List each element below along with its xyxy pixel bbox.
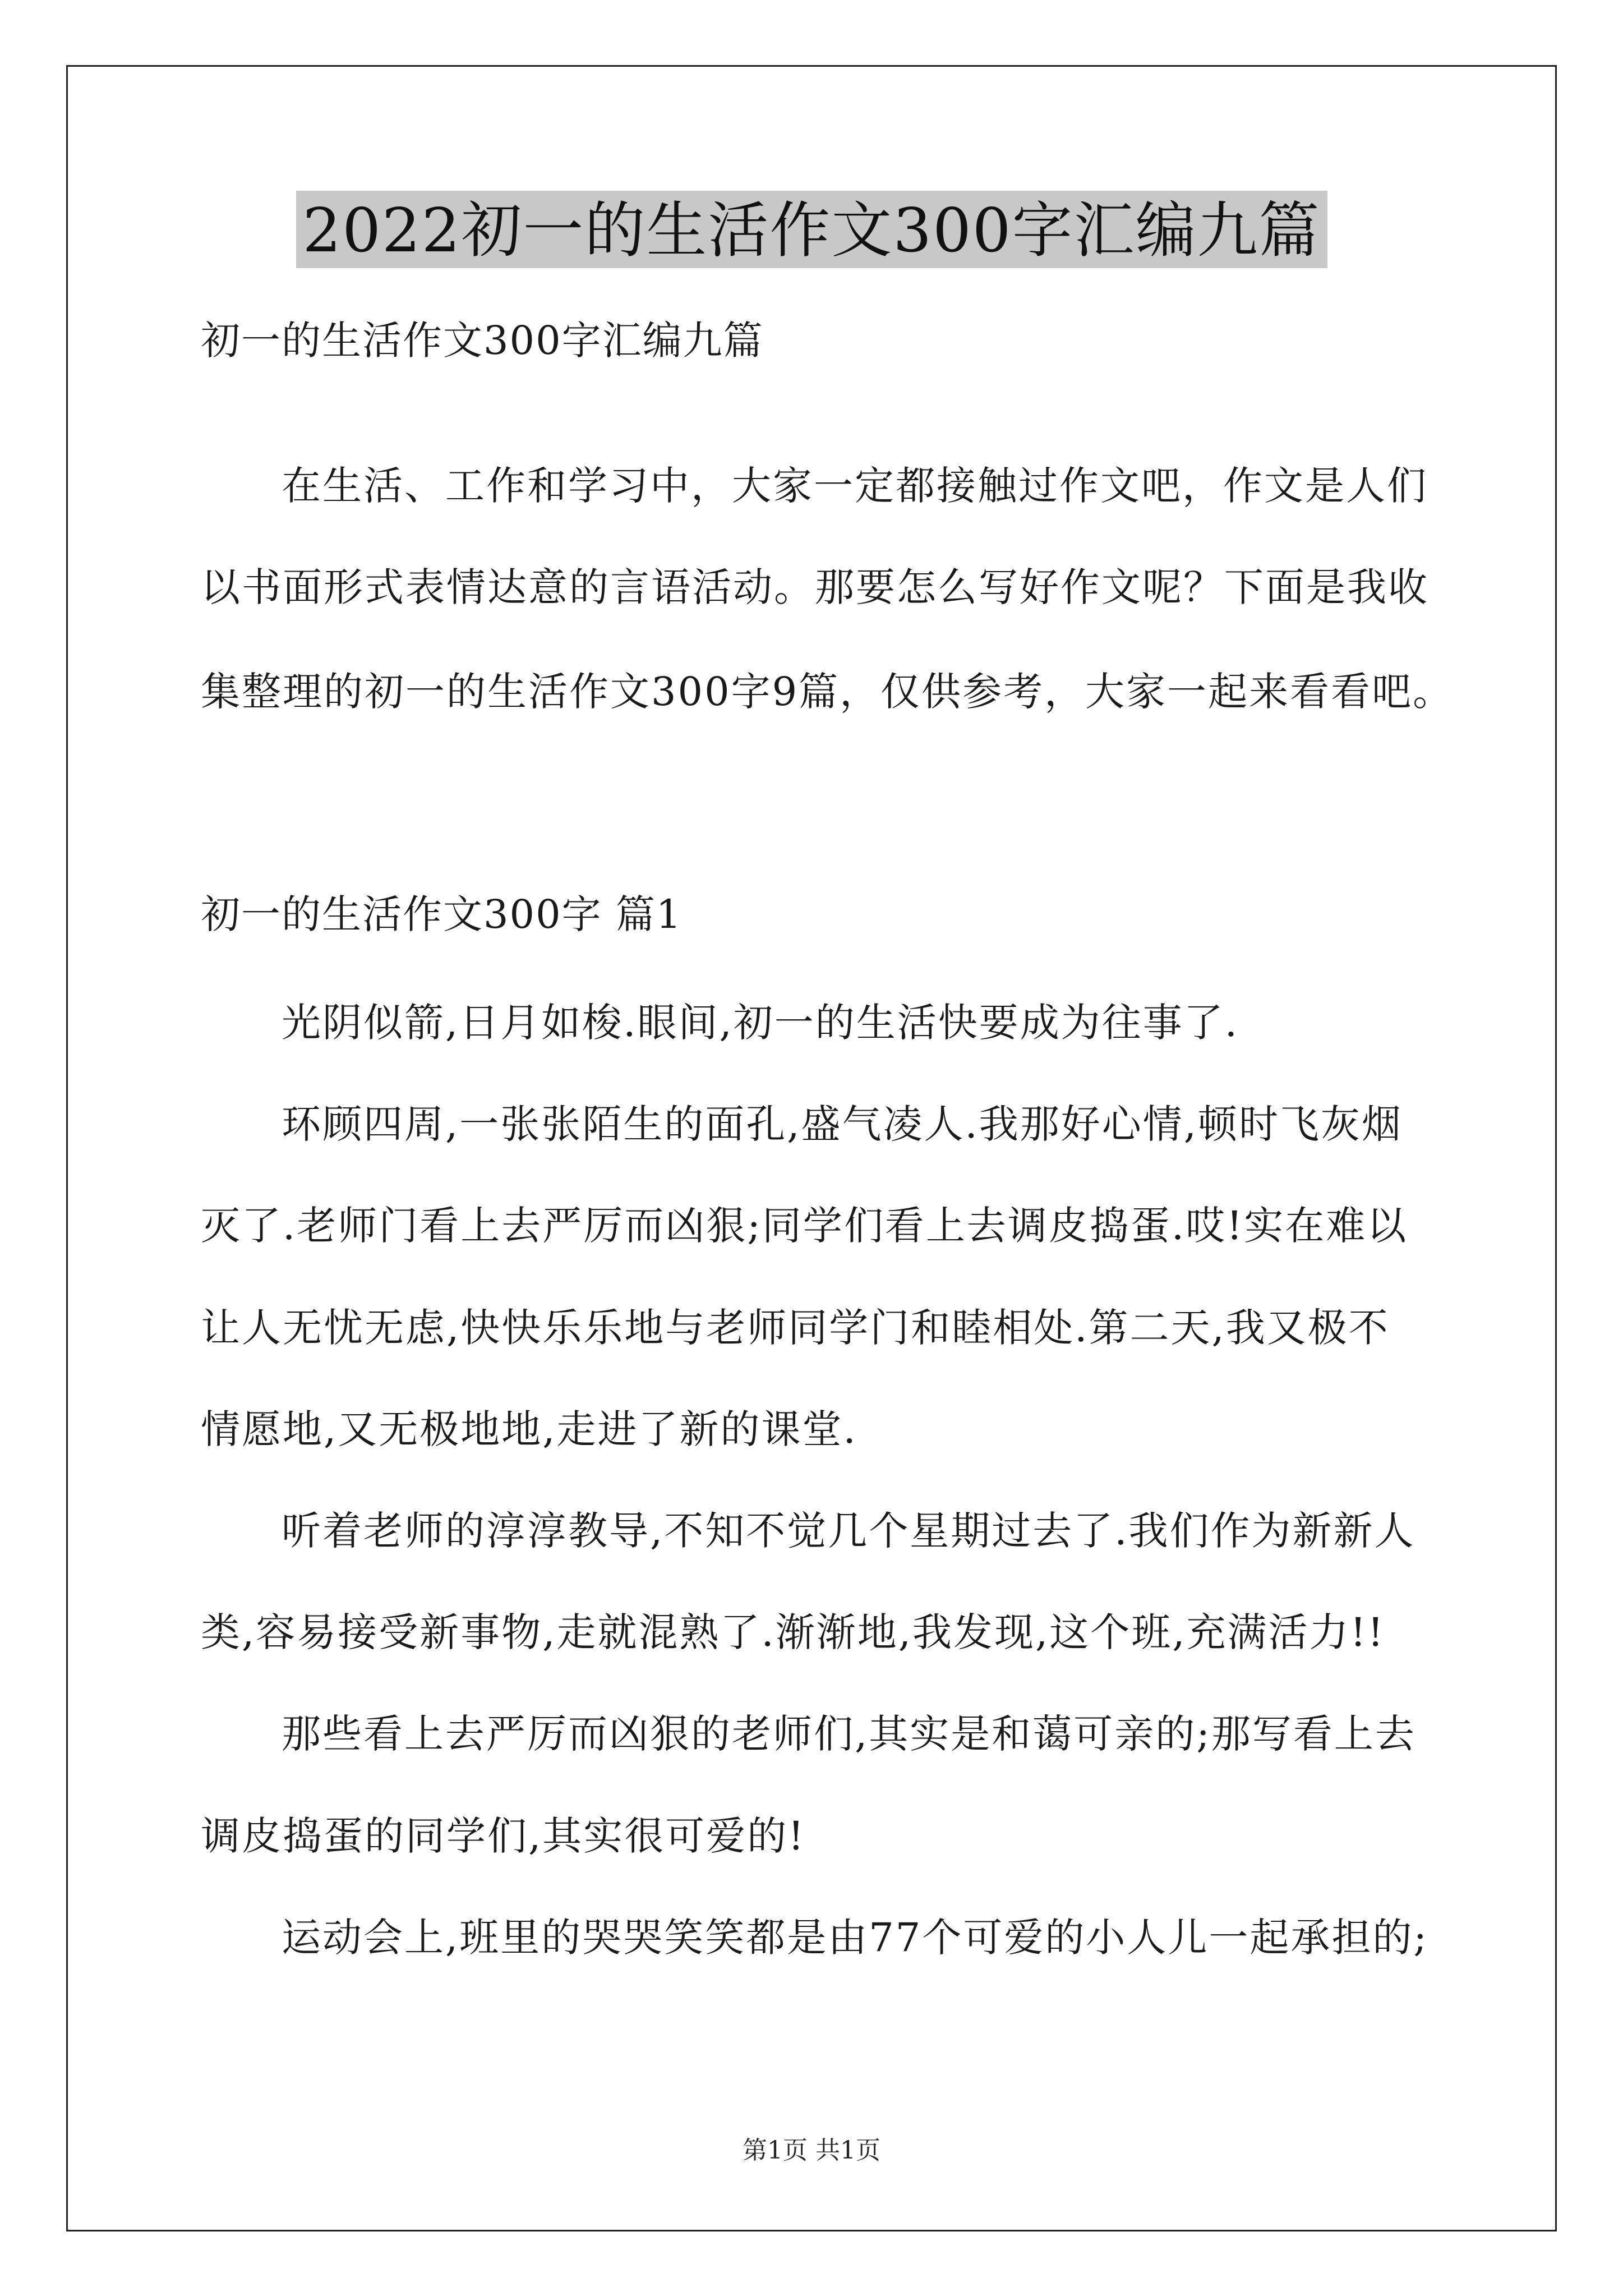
body-line-7: 类,容易接受新事物,走就混熟了.渐渐地,我发现,这个班,充满活力!! bbox=[201, 1609, 1385, 1655]
document-title: 2022初一的生活作文300字汇编九篇 bbox=[296, 191, 1327, 268]
body-line-3: 灭了.老师门看上去严厉而凶狠;同学们看上去调皮捣蛋.哎!实在难以 bbox=[201, 1203, 1408, 1249]
body-line-10: 运动会上,班里的哭哭笑笑都是由77个可爱的小人儿一起承担的; bbox=[282, 1915, 1428, 1961]
title-container bbox=[0, 191, 1623, 268]
intro-line-3: 集整理的初一的生活作文300字9篇，仅供参考，大家一起来看看吧。 bbox=[201, 669, 1454, 715]
body-line-1: 光阴似箭,日月如梭.眼间,初一的生活快要成为往事了. bbox=[282, 1000, 1239, 1046]
intro-line-2: 以书面形式表情达意的言语活动。那要怎么写好作文呢？下面是我收 bbox=[201, 564, 1429, 610]
page-footer: 第1页 共1页 bbox=[743, 2136, 880, 2165]
body-line-5: 情愿地,又无极地地,走进了新的课堂. bbox=[201, 1406, 857, 1452]
intro-line-1: 在生活、工作和学习中，大家一定都接触过作文吧，作文是人们 bbox=[282, 463, 1428, 509]
section-heading: 初一的生活作文300字 篇1 bbox=[201, 891, 683, 937]
page-border bbox=[66, 65, 1557, 2231]
body-line-9: 调皮捣蛋的同学们,其实很可爱的! bbox=[201, 1813, 806, 1859]
body-line-6: 听着老师的淳淳教导,不知不觉几个星期过去了.我们作为新新人 bbox=[282, 1508, 1415, 1554]
body-line-8: 那些看上去严厉而凶狠的老师们,其实是和蔼可亲的;那写看上去 bbox=[282, 1711, 1416, 1757]
document-subtitle: 初一的生活作文300字汇编九篇 bbox=[201, 318, 764, 364]
body-line-2: 环顾四周,一张张陌生的面孔,盛气凌人.我那好心情,顿时飞灰烟 bbox=[282, 1101, 1403, 1147]
body-line-4: 让人无忧无虑,快快乐乐地与老师同学门和睦相处.第二天,我又极不 bbox=[201, 1305, 1390, 1351]
